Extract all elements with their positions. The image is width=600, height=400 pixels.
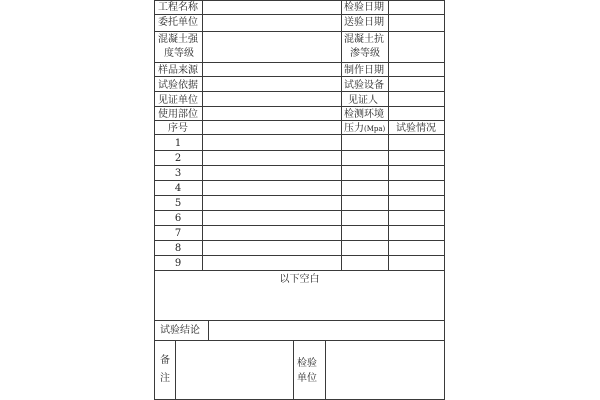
client-unit-label: 委托单位 bbox=[158, 17, 198, 28]
witness-unit-label: 见证单位 bbox=[158, 95, 198, 106]
test-result-column-header: 试验情况 bbox=[396, 123, 436, 134]
remarks-char: 备 bbox=[160, 355, 170, 366]
blank-below-note: 以下空白 bbox=[279, 274, 320, 285]
submission-date-label: 送验日期 bbox=[344, 17, 384, 28]
row-number: 5 bbox=[174, 198, 182, 209]
row-number: 3 bbox=[174, 168, 182, 179]
test-report-form bbox=[154, 0, 445, 400]
pressure-unit: (Mpa) bbox=[364, 125, 386, 133]
concrete-strength-grade-label-line1: 混凝土强 bbox=[158, 34, 198, 45]
inspection-date-label: 检验日期 bbox=[344, 2, 384, 13]
test-basis-label: 试验依据 bbox=[158, 80, 198, 91]
test-equipment-label: 试验设备 bbox=[344, 80, 384, 91]
row-number: 9 bbox=[174, 258, 182, 269]
row-number: 6 bbox=[174, 213, 182, 224]
index-column-header: 序号 bbox=[168, 123, 188, 134]
project-name-label: 工程名称 bbox=[158, 2, 198, 13]
usage-location-label: 使用部位 bbox=[158, 109, 198, 120]
remarks-char: 注 bbox=[160, 373, 170, 384]
witness-person-label: 见证人 bbox=[348, 95, 378, 106]
row-number: 2 bbox=[174, 153, 182, 164]
concrete-impermeability-grade-label-line2: 渗等级 bbox=[350, 48, 380, 59]
row-number: 1 bbox=[174, 138, 182, 149]
row-number: 7 bbox=[174, 228, 182, 239]
test-conclusion-label: 试验结论 bbox=[160, 325, 200, 336]
inspection-unit-line: 单位 bbox=[297, 373, 317, 384]
inspection-unit-line: 检验 bbox=[297, 358, 317, 369]
concrete-strength-grade-label-line2: 度等级 bbox=[164, 48, 194, 59]
row-number: 4 bbox=[174, 183, 182, 194]
remarks-label bbox=[158, 352, 172, 388]
concrete-impermeability-grade-label-line1: 混凝土抗 bbox=[344, 34, 384, 45]
row-number: 8 bbox=[174, 243, 182, 254]
production-date-label: 制作日期 bbox=[344, 65, 384, 76]
pressure-label: 压力 bbox=[344, 123, 364, 134]
sample-source-label: 样品来源 bbox=[158, 65, 198, 76]
pressure-column-header bbox=[344, 122, 385, 136]
test-environment-label: 检测环境 bbox=[344, 109, 384, 120]
inspection-unit-label bbox=[297, 356, 317, 386]
